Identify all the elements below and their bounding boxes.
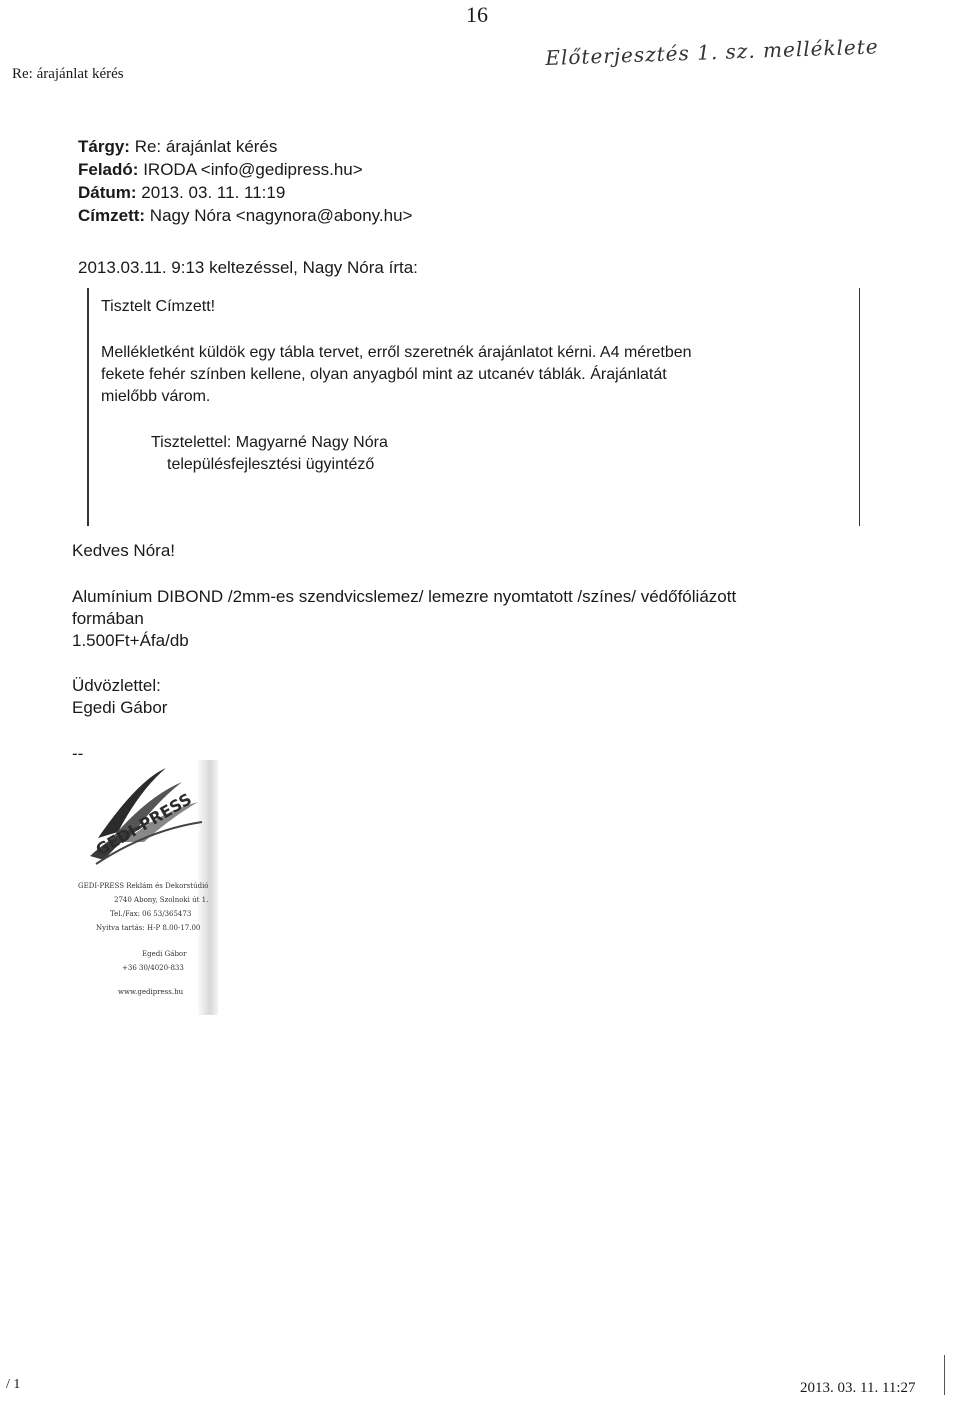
signature-separator: -- bbox=[72, 744, 84, 763]
reply-greeting: Kedves Nóra! bbox=[72, 541, 175, 560]
quoted-greeting: Tisztelt Címzett! bbox=[101, 298, 216, 315]
date-value: 2013. 03. 11. 11:19 bbox=[141, 183, 286, 202]
from-row bbox=[78, 159, 363, 181]
to-value: Nagy Nóra <nagynora@abony.hu> bbox=[149, 206, 413, 225]
logo-text: GEDI-PRESS bbox=[92, 789, 195, 860]
to-label: Címzett: bbox=[78, 206, 146, 225]
reply-line-1: Alumínium DIBOND /2mm-es szendvicslemez/ lemezre nyomtatott /színes/ védőfóliázott bbox=[72, 587, 737, 606]
quoted-signature-1: Tisztelettel: Magyarné Nagy Nóra bbox=[151, 434, 388, 451]
subject-row bbox=[78, 136, 277, 158]
card-line-5: Egedi Gábor bbox=[142, 950, 187, 958]
subject-value: Re: árajánlat kérés bbox=[134, 137, 278, 156]
reply-closing: Üdvözlettel: bbox=[72, 676, 161, 695]
quoted-line-1: Mellékletként küldök egy tábla tervet, erről szeretnék árajánlatot kérni. A4 méretben bbox=[101, 344, 692, 361]
scan-edge-line bbox=[944, 1355, 945, 1395]
gedi-press-logo bbox=[78, 760, 218, 870]
quoted-signature-2: településfejlesztési ügyintéző bbox=[167, 456, 375, 473]
quoted-message bbox=[87, 288, 860, 526]
card-line-6: +36 30/4020-833 bbox=[122, 964, 184, 972]
card-line-4: Nyitva tartás: H-P 8.00-17.00 bbox=[96, 924, 201, 932]
date-row bbox=[78, 182, 285, 204]
quoted-line-3: mielőbb várom. bbox=[101, 388, 211, 405]
card-line-1: GEDI-PRESS Reklám és Dekorstúdió bbox=[78, 882, 209, 890]
quote-intro: 2013.03.11. 9:13 keltezéssel, Nagy Nóra írta: bbox=[78, 258, 418, 277]
page-number: 16 bbox=[466, 2, 488, 27]
reply-name: Egedi Gábor bbox=[72, 698, 168, 717]
quoted-line-2: fekete fehér színben kellene, olyan anyagból mint az utcanév táblák. Árajánlatát bbox=[101, 366, 667, 383]
card-line-2: 2740 Abony, Szolnoki út 1. bbox=[114, 896, 209, 904]
from-label: Feladó: bbox=[78, 160, 139, 179]
date-label: Dátum: bbox=[78, 183, 137, 202]
reply-line-2: formában bbox=[72, 609, 144, 628]
subject-label: Tárgy: bbox=[78, 137, 130, 156]
footer-page-count: / 1 bbox=[6, 1377, 21, 1392]
to-row bbox=[78, 205, 412, 227]
footer-timestamp: 2013. 03. 11. 11:27 bbox=[800, 1380, 916, 1396]
card-line-7: www.gedipress.hu bbox=[118, 988, 184, 996]
from-value: IRODA <info@gedipress.hu> bbox=[143, 160, 363, 179]
card-line-3: Tel./Fax: 06 53/365473 bbox=[110, 910, 192, 918]
signature-card bbox=[78, 760, 218, 1015]
print-title: Re: árajánlat kérés bbox=[12, 66, 124, 82]
handwritten-note: Előterjesztés 1. sz. melléklete bbox=[545, 34, 880, 70]
reply-price: 1.500Ft+Áfa/db bbox=[72, 631, 189, 650]
